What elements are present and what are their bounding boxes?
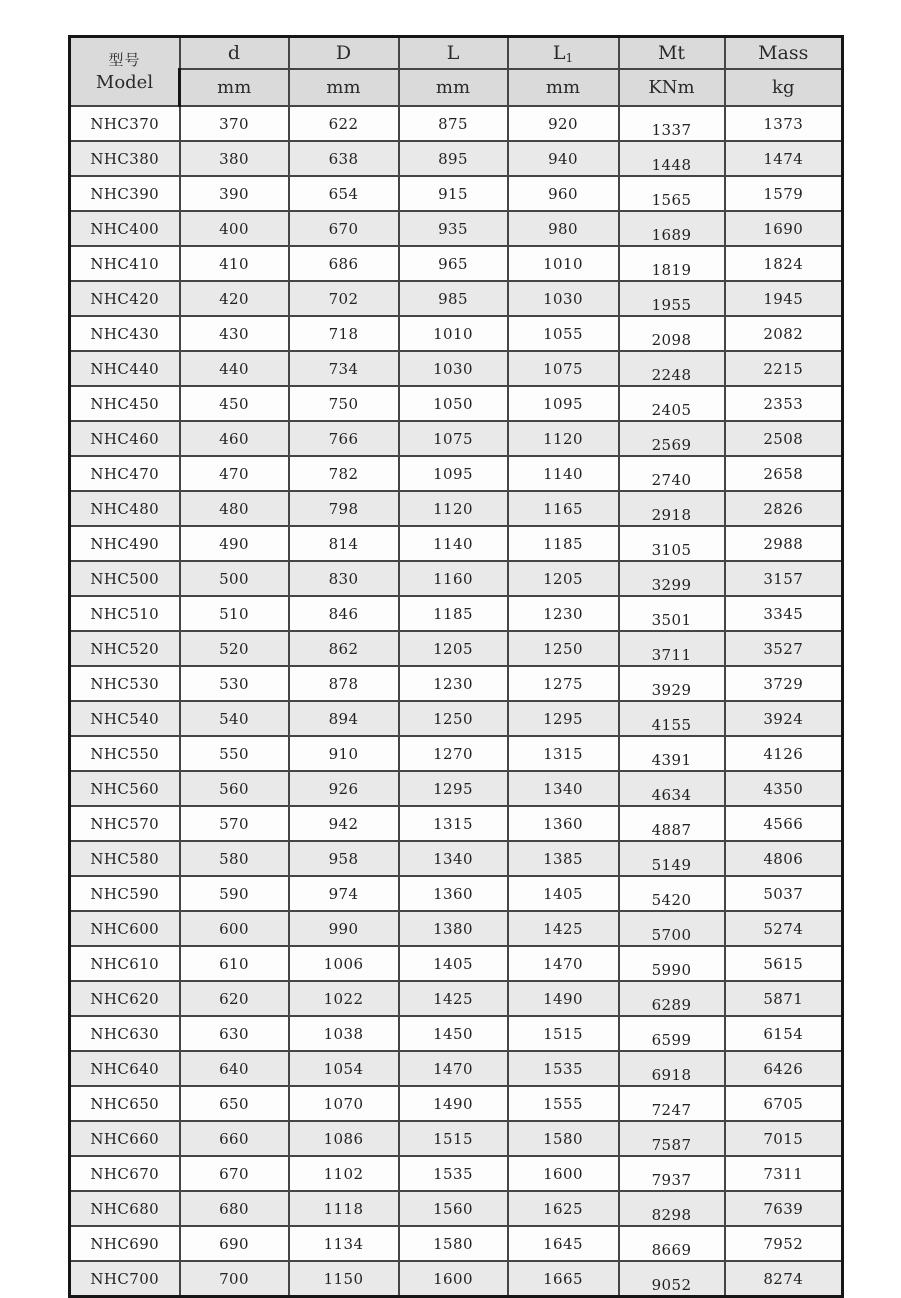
- cell-Mt: 6918: [619, 1051, 725, 1086]
- cell-D: 1022: [289, 981, 399, 1016]
- cell-d: 550: [180, 736, 289, 771]
- table-row: [70, 141, 843, 176]
- cell-L1: 1470: [508, 946, 619, 981]
- cell-L: 1230: [399, 666, 508, 701]
- cell-model: NHC450: [70, 386, 180, 421]
- cell-model: NHC640: [70, 1051, 180, 1086]
- cell-Mass: 7311: [725, 1156, 843, 1191]
- cell-D: 846: [289, 596, 399, 631]
- cell-model: NHC430: [70, 316, 180, 351]
- cell-d: 470: [180, 456, 289, 491]
- cell-L1: 1120: [508, 421, 619, 456]
- cell-L: 935: [399, 211, 508, 246]
- cell-Mass: 5615: [725, 946, 843, 981]
- cell-L1: 1185: [508, 526, 619, 561]
- cell-D: 878: [289, 666, 399, 701]
- table-row: [70, 806, 843, 841]
- cell-Mass: 6154: [725, 1016, 843, 1051]
- cell-D: 910: [289, 736, 399, 771]
- cell-Mass: 6705: [725, 1086, 843, 1121]
- cell-Mt: 2918: [619, 491, 725, 526]
- cell-Mt: 1955: [619, 281, 725, 316]
- cell-L: 1010: [399, 316, 508, 351]
- cell-Mass: 2353: [725, 386, 843, 421]
- cell-L: 1050: [399, 386, 508, 421]
- cell-L1: 1075: [508, 351, 619, 386]
- cell-model: NHC550: [70, 736, 180, 771]
- cell-L: 1205: [399, 631, 508, 666]
- cell-d: 620: [180, 981, 289, 1016]
- header-model-zh: 型号: [108, 50, 141, 69]
- cell-Mt: 6289: [619, 981, 725, 1016]
- cell-D: 894: [289, 701, 399, 736]
- table-row: [70, 1016, 843, 1051]
- header-Mass: Mass: [725, 37, 843, 70]
- cell-model: NHC470: [70, 456, 180, 491]
- cell-L1: 1555: [508, 1086, 619, 1121]
- cell-d: 670: [180, 1156, 289, 1191]
- cell-Mass: 7015: [725, 1121, 843, 1156]
- cell-d: 600: [180, 911, 289, 946]
- cell-d: 490: [180, 526, 289, 561]
- cell-Mt: 4634: [619, 771, 725, 806]
- cell-L: 1315: [399, 806, 508, 841]
- table-row: [70, 526, 843, 561]
- cell-d: 520: [180, 631, 289, 666]
- cell-L: 915: [399, 176, 508, 211]
- cell-d: 570: [180, 806, 289, 841]
- cell-Mass: 2215: [725, 351, 843, 386]
- cell-d: 640: [180, 1051, 289, 1086]
- cell-L: 1380: [399, 911, 508, 946]
- table-row: [70, 351, 843, 386]
- cell-D: 782: [289, 456, 399, 491]
- cell-L1: 1515: [508, 1016, 619, 1051]
- cell-Mass: 4126: [725, 736, 843, 771]
- cell-Mass: 7952: [725, 1226, 843, 1261]
- cell-L1: 1535: [508, 1051, 619, 1086]
- cell-model: NHC560: [70, 771, 180, 806]
- cell-L: 1535: [399, 1156, 508, 1191]
- cell-d: 410: [180, 246, 289, 281]
- cell-D: 1086: [289, 1121, 399, 1156]
- cell-L: 1340: [399, 841, 508, 876]
- cell-D: 622: [289, 106, 399, 141]
- cell-D: 750: [289, 386, 399, 421]
- unit-Mass: kg: [725, 69, 843, 106]
- cell-L: 875: [399, 106, 508, 141]
- cell-Mt: 1689: [619, 211, 725, 246]
- header-D: D: [289, 37, 399, 70]
- table-row: [70, 1051, 843, 1086]
- unit-d: mm: [180, 69, 289, 106]
- cell-d: 560: [180, 771, 289, 806]
- cell-Mass: 3729: [725, 666, 843, 701]
- cell-L: 1560: [399, 1191, 508, 1226]
- cell-L1: 1205: [508, 561, 619, 596]
- cell-Mass: 3345: [725, 596, 843, 631]
- cell-model: NHC530: [70, 666, 180, 701]
- cell-L: 1600: [399, 1261, 508, 1297]
- cell-L1: 1405: [508, 876, 619, 911]
- unit-Mt: KNm: [619, 69, 725, 106]
- cell-Mt: 7587: [619, 1121, 725, 1156]
- table-row: [70, 596, 843, 631]
- cell-Mt: 1448: [619, 141, 725, 176]
- cell-D: 766: [289, 421, 399, 456]
- cell-Mt: 4391: [619, 736, 725, 771]
- cell-Mass: 8274: [725, 1261, 843, 1297]
- cell-Mt: 7247: [619, 1086, 725, 1121]
- cell-D: 734: [289, 351, 399, 386]
- cell-L: 1250: [399, 701, 508, 736]
- cell-Mt: 2569: [619, 421, 725, 456]
- table-header: [70, 37, 843, 107]
- cell-L: 1095: [399, 456, 508, 491]
- unit-D: mm: [289, 69, 399, 106]
- cell-d: 610: [180, 946, 289, 981]
- cell-d: 630: [180, 1016, 289, 1051]
- cell-Mt: 2098: [619, 316, 725, 351]
- cell-model: NHC380: [70, 141, 180, 176]
- cell-L: 1580: [399, 1226, 508, 1261]
- cell-model: NHC440: [70, 351, 180, 386]
- cell-D: 974: [289, 876, 399, 911]
- cell-d: 480: [180, 491, 289, 526]
- cell-d: 500: [180, 561, 289, 596]
- cell-L: 1405: [399, 946, 508, 981]
- cell-L1: 1490: [508, 981, 619, 1016]
- cell-model: NHC510: [70, 596, 180, 631]
- cell-D: 926: [289, 771, 399, 806]
- cell-model: NHC620: [70, 981, 180, 1016]
- cell-d: 460: [180, 421, 289, 456]
- cell-d: 700: [180, 1261, 289, 1297]
- table-row: [70, 1121, 843, 1156]
- header-row-units: [70, 69, 843, 106]
- cell-L: 1270: [399, 736, 508, 771]
- cell-L: 1515: [399, 1121, 508, 1156]
- cell-Mass: 3527: [725, 631, 843, 666]
- header-Mt: Mt: [619, 37, 725, 70]
- table-row: [70, 1156, 843, 1191]
- table-row: [70, 456, 843, 491]
- cell-Mass: 7639: [725, 1191, 843, 1226]
- cell-d: 590: [180, 876, 289, 911]
- cell-L1: 1625: [508, 1191, 619, 1226]
- cell-Mass: 2988: [725, 526, 843, 561]
- cell-L1: 1295: [508, 701, 619, 736]
- table-row: [70, 946, 843, 981]
- cell-model: NHC370: [70, 106, 180, 141]
- cell-Mt: 4155: [619, 701, 725, 736]
- cell-d: 680: [180, 1191, 289, 1226]
- cell-Mt: 2248: [619, 351, 725, 386]
- cell-d: 510: [180, 596, 289, 631]
- cell-Mt: 2405: [619, 386, 725, 421]
- cell-D: 990: [289, 911, 399, 946]
- table-row: [70, 876, 843, 911]
- cell-L1: 1645: [508, 1226, 619, 1261]
- cell-Mass: 1373: [725, 106, 843, 141]
- cell-Mt: 1337: [619, 106, 725, 141]
- cell-model: NHC490: [70, 526, 180, 561]
- table-row: [70, 1261, 843, 1297]
- header-row-labels: [70, 37, 843, 70]
- cell-L1: 1275: [508, 666, 619, 701]
- header-L1-subscript: 1: [565, 50, 574, 65]
- cell-model: NHC650: [70, 1086, 180, 1121]
- cell-D: 654: [289, 176, 399, 211]
- cell-Mass: 2826: [725, 491, 843, 526]
- cell-model: NHC540: [70, 701, 180, 736]
- cell-Mt: 5700: [619, 911, 725, 946]
- cell-Mt: 3929: [619, 666, 725, 701]
- cell-d: 580: [180, 841, 289, 876]
- cell-D: 942: [289, 806, 399, 841]
- cell-L: 1425: [399, 981, 508, 1016]
- cell-L1: 1010: [508, 246, 619, 281]
- spec-table: [68, 35, 844, 1298]
- cell-Mt: 2740: [619, 456, 725, 491]
- cell-D: 798: [289, 491, 399, 526]
- cell-model: NHC570: [70, 806, 180, 841]
- table-row: [70, 106, 843, 141]
- cell-L1: 1600: [508, 1156, 619, 1191]
- cell-d: 650: [180, 1086, 289, 1121]
- cell-L: 1120: [399, 491, 508, 526]
- table-row: [70, 736, 843, 771]
- cell-d: 690: [180, 1226, 289, 1261]
- cell-model: NHC610: [70, 946, 180, 981]
- table-row: [70, 176, 843, 211]
- cell-D: 638: [289, 141, 399, 176]
- cell-d: 660: [180, 1121, 289, 1156]
- cell-Mass: 1579: [725, 176, 843, 211]
- cell-L1: 960: [508, 176, 619, 211]
- cell-model: NHC480: [70, 491, 180, 526]
- cell-Mt: 3711: [619, 631, 725, 666]
- cell-Mt: 5420: [619, 876, 725, 911]
- cell-L1: 1665: [508, 1261, 619, 1297]
- cell-Mass: 3924: [725, 701, 843, 736]
- table-row: [70, 631, 843, 666]
- cell-L: 1490: [399, 1086, 508, 1121]
- table-row: [70, 246, 843, 281]
- header-model: [70, 37, 180, 107]
- cell-model: NHC520: [70, 631, 180, 666]
- cell-L: 1450: [399, 1016, 508, 1051]
- cell-d: 530: [180, 666, 289, 701]
- cell-L: 1470: [399, 1051, 508, 1086]
- table-row: [70, 561, 843, 596]
- cell-L1: 1360: [508, 806, 619, 841]
- cell-model: NHC630: [70, 1016, 180, 1051]
- cell-L: 1295: [399, 771, 508, 806]
- cell-Mt: 8669: [619, 1226, 725, 1261]
- cell-model: NHC410: [70, 246, 180, 281]
- cell-Mt: 6599: [619, 1016, 725, 1051]
- cell-d: 450: [180, 386, 289, 421]
- cell-Mass: 5037: [725, 876, 843, 911]
- cell-Mt: 3299: [619, 561, 725, 596]
- table-row: [70, 211, 843, 246]
- cell-Mass: 2658: [725, 456, 843, 491]
- cell-Mt: 4887: [619, 806, 725, 841]
- cell-Mt: 8298: [619, 1191, 725, 1226]
- cell-D: 1070: [289, 1086, 399, 1121]
- cell-model: NHC420: [70, 281, 180, 316]
- cell-d: 380: [180, 141, 289, 176]
- cell-D: 1118: [289, 1191, 399, 1226]
- cell-D: 1054: [289, 1051, 399, 1086]
- cell-L: 895: [399, 141, 508, 176]
- cell-Mass: 1945: [725, 281, 843, 316]
- cell-model: NHC500: [70, 561, 180, 596]
- table-row: [70, 666, 843, 701]
- cell-Mt: 7937: [619, 1156, 725, 1191]
- cell-L1: 940: [508, 141, 619, 176]
- cell-Mass: 1824: [725, 246, 843, 281]
- cell-model: NHC590: [70, 876, 180, 911]
- cell-model: NHC680: [70, 1191, 180, 1226]
- cell-L1: 1315: [508, 736, 619, 771]
- cell-D: 830: [289, 561, 399, 596]
- header-L1: $L_1$: [508, 37, 619, 70]
- table-row: [70, 421, 843, 456]
- cell-d: 420: [180, 281, 289, 316]
- cell-model: NHC600: [70, 911, 180, 946]
- cell-D: 1038: [289, 1016, 399, 1051]
- cell-D: 958: [289, 841, 399, 876]
- header-d: d: [180, 37, 289, 70]
- header-L: L: [399, 37, 508, 70]
- cell-model: NHC700: [70, 1261, 180, 1297]
- table-row: [70, 491, 843, 526]
- cell-L1: 980: [508, 211, 619, 246]
- cell-d: 400: [180, 211, 289, 246]
- cell-L1: 1165: [508, 491, 619, 526]
- cell-model: NHC690: [70, 1226, 180, 1261]
- unit-L1: mm: [508, 69, 619, 106]
- cell-d: 370: [180, 106, 289, 141]
- cell-L1: 1055: [508, 316, 619, 351]
- cell-L1: 1140: [508, 456, 619, 491]
- cell-Mt: 5990: [619, 946, 725, 981]
- cell-Mt: 1565: [619, 176, 725, 211]
- cell-L: 1030: [399, 351, 508, 386]
- table-row: [70, 981, 843, 1016]
- cell-D: 702: [289, 281, 399, 316]
- cell-Mt: 3105: [619, 526, 725, 561]
- table-row: [70, 841, 843, 876]
- cell-Mt: 5149: [619, 841, 725, 876]
- cell-D: 862: [289, 631, 399, 666]
- cell-D: 1134: [289, 1226, 399, 1261]
- cell-d: 430: [180, 316, 289, 351]
- cell-model: NHC670: [70, 1156, 180, 1191]
- cell-Mass: 2508: [725, 421, 843, 456]
- cell-d: 440: [180, 351, 289, 386]
- cell-Mass: 5274: [725, 911, 843, 946]
- cell-D: 670: [289, 211, 399, 246]
- cell-L: 985: [399, 281, 508, 316]
- table-row: [70, 771, 843, 806]
- table-row: [70, 316, 843, 351]
- unit-L: mm: [399, 69, 508, 106]
- cell-D: 1150: [289, 1261, 399, 1297]
- cell-Mass: 6426: [725, 1051, 843, 1086]
- cell-model: NHC660: [70, 1121, 180, 1156]
- cell-L1: 1095: [508, 386, 619, 421]
- cell-d: 390: [180, 176, 289, 211]
- cell-L: 1185: [399, 596, 508, 631]
- cell-Mass: 4350: [725, 771, 843, 806]
- cell-L1: 1580: [508, 1121, 619, 1156]
- cell-model: NHC390: [70, 176, 180, 211]
- cell-D: 686: [289, 246, 399, 281]
- cell-L1: 1425: [508, 911, 619, 946]
- cell-Mass: 5871: [725, 981, 843, 1016]
- cell-L: 1140: [399, 526, 508, 561]
- cell-L1: 1385: [508, 841, 619, 876]
- cell-Mass: 1474: [725, 141, 843, 176]
- header-model-en: Model: [95, 71, 154, 93]
- cell-d: 540: [180, 701, 289, 736]
- cell-D: 1006: [289, 946, 399, 981]
- cell-L: 1360: [399, 876, 508, 911]
- cell-model: NHC400: [70, 211, 180, 246]
- cell-Mt: 3501: [619, 596, 725, 631]
- cell-L: 1160: [399, 561, 508, 596]
- cell-L1: 1030: [508, 281, 619, 316]
- table-row: [70, 911, 843, 946]
- table-row: [70, 701, 843, 736]
- cell-D: 814: [289, 526, 399, 561]
- cell-model: NHC460: [70, 421, 180, 456]
- table-row: [70, 1086, 843, 1121]
- table-row: [70, 281, 843, 316]
- cell-L: 1075: [399, 421, 508, 456]
- cell-Mass: 1690: [725, 211, 843, 246]
- table-row: [70, 386, 843, 421]
- cell-D: 718: [289, 316, 399, 351]
- table-row: [70, 1191, 843, 1226]
- table-row: [70, 1226, 843, 1261]
- cell-L1: 920: [508, 106, 619, 141]
- cell-D: 1102: [289, 1156, 399, 1191]
- table-body: [70, 106, 843, 1297]
- cell-model: NHC580: [70, 841, 180, 876]
- cell-Mass: 2082: [725, 316, 843, 351]
- cell-Mt: 9052: [619, 1261, 725, 1297]
- cell-L1: 1250: [508, 631, 619, 666]
- cell-Mass: 4806: [725, 841, 843, 876]
- cell-Mass: 4566: [725, 806, 843, 841]
- cell-Mass: 3157: [725, 561, 843, 596]
- cell-Mt: 1819: [619, 246, 725, 281]
- cell-L1: 1230: [508, 596, 619, 631]
- cell-L1: 1340: [508, 771, 619, 806]
- cell-L: 965: [399, 246, 508, 281]
